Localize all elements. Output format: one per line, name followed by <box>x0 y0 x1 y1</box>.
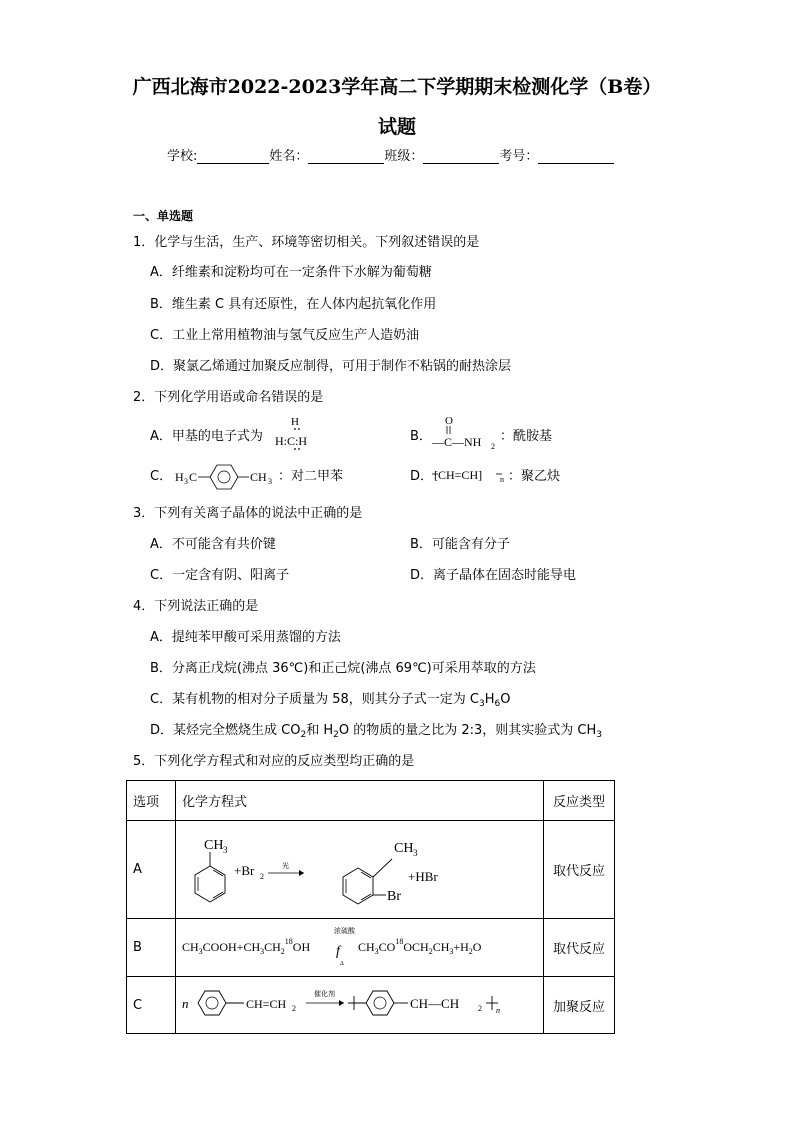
product-ch3-sub: 3 <box>413 848 418 858</box>
exam-no-field[interactable] <box>538 149 614 164</box>
row-b-type: 取代反应 <box>544 919 615 977</box>
polymer-chain: CH—CH <box>410 996 460 1011</box>
product-ch3: CH <box>394 841 414 856</box>
q1-option-a: A．纤维素和淀粉均可在一定条件下水解为葡萄糖 <box>150 265 432 280</box>
q1-stem: 1．化学与生活，生产、环境等密切相关。下列叙述错误的是 <box>133 235 480 250</box>
q2-b-suffix: ：酰胺基 <box>500 429 553 444</box>
q4-option-a: A．提纯苯甲酸可采用蒸馏的方法 <box>150 630 341 645</box>
xylene-right: CH <box>250 470 267 484</box>
heat-condition: Δ <box>340 961 344 967</box>
q2-a-prefix: A．甲基的电子式为 <box>150 429 263 444</box>
toluene-ring <box>195 866 225 902</box>
q4-d-mid2: O 的物质的量之比为 2:3，则其实验式为 CH <box>338 723 597 738</box>
q2-d-suffix: ：聚乙炔 <box>508 469 561 484</box>
row-c-equation <box>176 977 544 1034</box>
q4-option-d <box>150 722 602 744</box>
q3-option-c: C．一定含有阴、阳离子 <box>150 568 290 583</box>
styrene-polymerization-equation <box>176 977 537 1029</box>
table-row <box>127 919 615 977</box>
table-row <box>127 821 615 919</box>
methyl-row: H:C:H <box>275 434 308 448</box>
q3-option-b: B．可能含有分子 <box>410 537 510 552</box>
xylene-left-c: C <box>189 470 198 484</box>
header-equation: 化学方程式 <box>176 781 544 821</box>
q1-option-d: D．聚氯乙烯通过加聚反应制得，可用于制作不粘锅的耐热涂层 <box>150 359 512 374</box>
polymer-chain-sub: 2 <box>478 1004 482 1013</box>
esterification-equation <box>176 919 537 972</box>
row-b-label: B <box>127 919 176 977</box>
row-b-equation <box>176 919 544 977</box>
q5-stem: 5．下列化学方程式和对应的反应类型均正确的是 <box>133 754 415 769</box>
amide-chain: —C—NH <box>432 435 482 449</box>
section-title: 一、单选题 <box>133 209 194 223</box>
q2-option-b <box>410 428 432 446</box>
student-info-line <box>167 145 614 164</box>
amide-sub: 2 <box>491 442 495 451</box>
q4-d-sub3: 3 <box>596 730 602 740</box>
hbr-text: +HBr <box>408 869 438 884</box>
exam-no-label: 考号： <box>499 149 539 164</box>
vinyl-group: CH=CH <box>246 997 287 1011</box>
table-row <box>127 977 615 1034</box>
class-label: 班级： <box>384 149 424 164</box>
q2-option-a <box>150 428 263 446</box>
q3-stem: 3．下列有关离子晶体的说法中正确的是 <box>133 506 363 521</box>
toluene-ch3: CH <box>204 838 224 853</box>
p-xylene-structure <box>173 458 279 496</box>
row-a-label: A <box>127 821 176 919</box>
q3-option-a: A．不可能含有共价键 <box>150 537 276 552</box>
br2-text: +Br <box>234 863 255 878</box>
q2-option-c <box>150 468 172 486</box>
amide-group-structure <box>430 412 500 452</box>
q2-b-prefix: B． <box>410 429 432 444</box>
product-ring <box>343 868 373 904</box>
school-label: 学校: <box>167 149 198 164</box>
row-a-type: 取代反应 <box>544 821 615 919</box>
document-title-line1: 广西北海市2022-2023学年高二下学期期末检测化学（B卷） <box>132 76 662 98</box>
q1-option-c: C．工业上常用植物油与氢气反应生产人造奶油 <box>150 328 420 343</box>
q2-c-suffix: ：对二甲苯 <box>278 469 344 484</box>
q4-d-sub2: 2 <box>333 730 339 740</box>
q4-d-sub1: 2 <box>300 730 307 740</box>
polyacetylene-n: n <box>500 475 504 484</box>
xylene-right-sub: 3 <box>268 477 272 486</box>
polystyrene-ring <box>366 991 394 1015</box>
header-type: 反应类型 <box>544 781 615 821</box>
school-field[interactable] <box>197 149 269 164</box>
toluene-bromination-equation <box>176 821 537 914</box>
reversible-symbol: f <box>336 944 340 959</box>
vinyl-sub: 2 <box>292 1004 296 1013</box>
br2-sub: 2 <box>260 872 264 881</box>
q3-option-d: D．离子晶体在固态时能导电 <box>410 568 577 583</box>
methyl-electron-formula <box>272 414 324 452</box>
document-title-line2: 试题 <box>377 116 416 138</box>
methyl-h-top: H <box>291 416 299 428</box>
class-field[interactable] <box>423 149 499 164</box>
polyacetylene-structure <box>430 462 514 486</box>
xylene-left: H <box>175 470 184 484</box>
styrene-ring <box>198 991 226 1015</box>
reaction-table <box>126 780 615 1034</box>
q4-option-c <box>150 691 510 713</box>
header-option: 选项 <box>127 781 176 821</box>
q4-d-mid: 和 H <box>306 723 334 738</box>
conc-h2so4-condition: 浓硫酸 <box>334 927 355 935</box>
polyacetylene-body: [CH=CH] <box>434 468 483 482</box>
polymer-n: n <box>496 1006 500 1015</box>
q1-option-b: B．维生素 C 具有还原性，在人体内起抗氧化作用 <box>150 297 437 312</box>
product-br: Br <box>387 889 401 904</box>
n-coefficient: n <box>182 996 189 1011</box>
toluene-ch3-sub: 3 <box>223 845 228 855</box>
svg-text:CH3CO18OCH2CH3+H2O: $CH_3CO^{18}OCH_2CH_3+H_2O$ <box>358 937 482 956</box>
q2-c-prefix: C． <box>150 469 173 484</box>
name-label: 姓名： <box>269 149 309 164</box>
q4-c-sub2: 6 <box>494 699 501 709</box>
table-header-row <box>127 781 615 821</box>
q4-c-mid: H <box>484 692 495 707</box>
name-field[interactable] <box>308 149 384 164</box>
catalyst-condition: 催化剂 <box>314 990 335 998</box>
amide-o: O <box>445 415 453 427</box>
q4-c-text: C．某有机物的相对分子质量为 58，则其分子式一定为 C <box>150 692 479 707</box>
q4-stem: 4．下列说法正确的是 <box>133 599 259 614</box>
svg-text:CH3COOH+CH3CH218OH: $CH_3COOH+CH_3CH_2^{18}OH$ <box>182 937 311 956</box>
row-a-equation <box>176 821 544 919</box>
row-c-type: 加聚反应 <box>544 977 615 1034</box>
q4-c-sub1: 3 <box>478 699 485 709</box>
q4-option-b: B．分离正戊烷(沸点 36℃)和正己烷(沸点 69℃)可采用萃取的方法 <box>150 661 536 676</box>
q2-d-prefix: D． <box>410 469 434 484</box>
row-c-label: C <box>127 977 176 1034</box>
q4-d-text: D．某烃完全燃烧生成 CO <box>150 723 301 738</box>
xylene-left-sub: 3 <box>184 477 188 486</box>
q4-c-end: O <box>500 692 511 707</box>
q2-stem: 2．下列化学用语或命名错误的是 <box>133 390 324 405</box>
light-condition: 光 <box>282 862 289 870</box>
